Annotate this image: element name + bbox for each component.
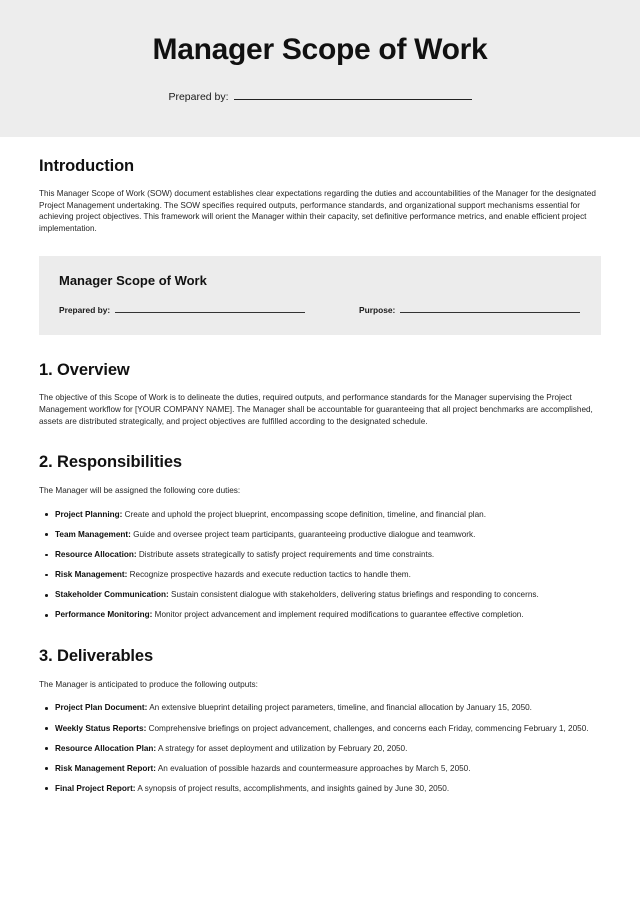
responsibilities-list — [39, 509, 601, 621]
info-box-prepared-by-label: Prepared by: — [59, 305, 111, 316]
info-box-purpose-input[interactable] — [400, 304, 580, 313]
list-item-term: Resource Allocation Plan: — [55, 743, 157, 753]
list-item-term: Final Project Report: — [55, 783, 136, 793]
list-item-description: Guide and oversee project team participants, guaranteeing productive dialogue and teamwork. — [133, 529, 476, 539]
list-item — [39, 763, 601, 775]
list-item-term: Stakeholder Communication: — [55, 590, 169, 600]
info-box-fields — [59, 304, 581, 315]
section-heading-deliverables: 3. Deliverables — [39, 646, 154, 665]
deliverables-list — [39, 702, 601, 794]
list-item — [39, 702, 601, 714]
list-item-description: A strategy for asset deployment and utilization by February 20, 2050. — [157, 743, 408, 753]
document-header — [0, 0, 640, 137]
info-box-prepared-by-input[interactable] — [115, 304, 305, 313]
introduction-paragraph: This Manager Scope of Work (SOW) document establishes clear expectations regarding the duties and accountabilities of the Manager for the designated Project Management undertaking. The SOW specifies required outputs, performance standards, and organizational support mechanisms essential for achieving project objectives. This framework will orient the Manager within their capacity, set definitive performance metrics, and enable efficient project implementation. — [39, 189, 596, 233]
list-item-description: An evaluation of possible hazards and countermeasure approaches by March 5, 2050. — [157, 763, 471, 773]
info-box-title: Manager Scope of Work — [59, 273, 207, 289]
header-prepared-by-input[interactable] — [234, 90, 472, 100]
list-item-term: Weekly Status Reports: — [55, 723, 147, 733]
list-item-description: An extensive blueprint detailing project parameters, timeline, and financial allocation by January 15, 2050. — [149, 703, 532, 713]
list-item-term: Risk Management Report: — [55, 763, 156, 773]
list-item-term: Risk Management: — [55, 570, 128, 580]
list-item-term: Project Planning: — [55, 509, 123, 519]
list-item — [39, 549, 601, 561]
scope-of-work-info-box — [39, 256, 601, 335]
list-item-term: Project Plan Document: — [55, 703, 148, 713]
list-item-description: Monitor project advancement and implement required modifications to guarantee effective completion. — [154, 610, 524, 620]
list-item — [39, 743, 601, 755]
info-box-purpose-field — [359, 304, 580, 315]
header-prepared-by-field — [0, 90, 640, 103]
list-item-description: Create and uphold the project blueprint, encompassing scope definition, timeline, and financial plan. — [124, 509, 486, 519]
info-box-prepared-by-field — [59, 304, 359, 315]
list-item — [39, 723, 601, 735]
list-item — [39, 609, 601, 621]
list-item-description: Comprehensive briefings on project advancement, challenges, and concerns each Friday, commencing February 1, 2050. — [148, 723, 589, 733]
overview-paragraph: The objective of this Scope of Work is to delineate the duties, required outputs, and performance standards for the Manager supervising the Project Management workflow for [YOUR COMPANY NAME]. The Manager shall be accountable for guaranteeing that all project benchmarks are accomplished, assets are distributed strategically, and project objectives are fulfilled according to the designated schedule. — [39, 393, 593, 426]
responsibilities-lead-in: The Manager will be assigned the following core duties: — [39, 486, 241, 496]
list-item — [39, 509, 601, 521]
list-item-description: Recognize prospective hazards and execute reduction tactics to handle them. — [129, 570, 411, 580]
header-prepared-by-label: Prepared by: — [168, 90, 229, 103]
list-item-description: Distribute assets strategically to satisfy project requirements and time constraints. — [138, 549, 435, 559]
list-item — [39, 529, 601, 541]
list-item-term: Resource Allocation: — [55, 549, 137, 559]
section-heading-responsibilities: 2. Responsibilities — [39, 453, 182, 472]
section-heading-overview: 1. Overview — [39, 361, 130, 380]
deliverables-lead-in: The Manager is anticipated to produce the following outputs: — [39, 679, 258, 689]
list-item-term: Performance Monitoring: — [55, 610, 153, 620]
list-item — [39, 589, 601, 601]
document-content — [0, 157, 640, 794]
list-item — [39, 569, 601, 581]
list-item-description: A synopsis of project results, accomplishments, and insights gained by June 30, 2050. — [137, 783, 450, 793]
list-item-description: Sustain consistent dialogue with stakeholders, delivering status briefings and responding to concerns. — [171, 590, 539, 600]
list-item-term: Team Management: — [55, 529, 131, 539]
info-box-purpose-label: Purpose: — [359, 305, 396, 316]
page-title: Manager Scope of Work — [152, 33, 488, 66]
section-heading-introduction: Introduction — [39, 157, 135, 175]
list-item — [39, 783, 601, 795]
